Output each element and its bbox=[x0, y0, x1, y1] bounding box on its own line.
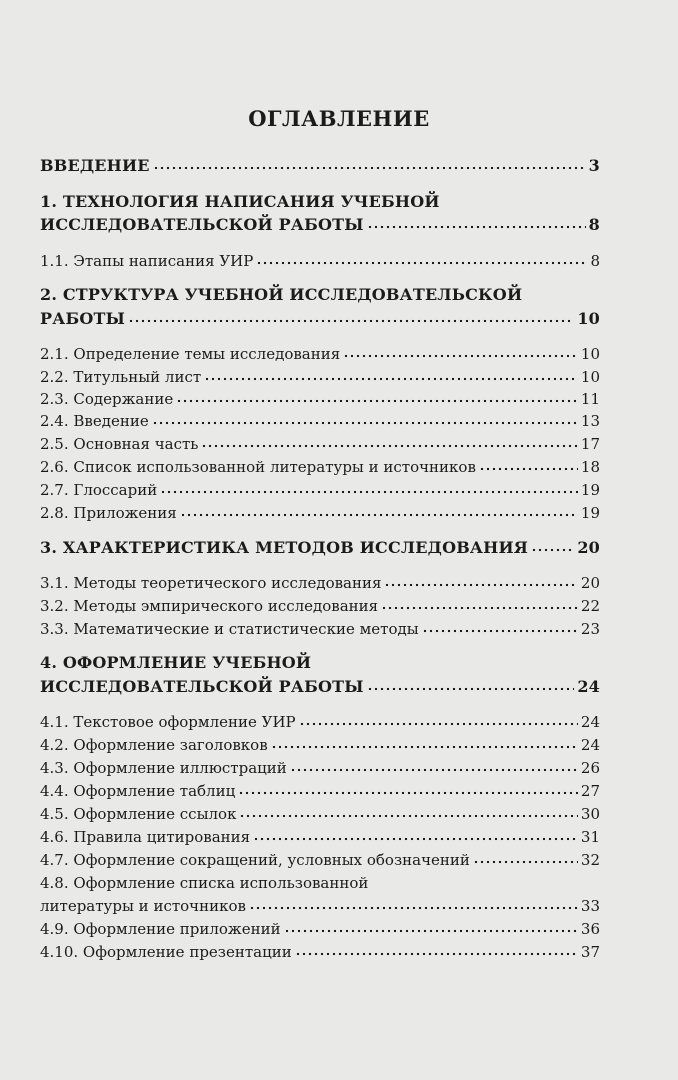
toc-page-number: 10 bbox=[577, 309, 600, 328]
dot-leader bbox=[290, 768, 578, 772]
toc-entry-4-1 bbox=[40, 713, 600, 731]
toc-entry-label: ВВЕДЕНИЕ bbox=[40, 156, 150, 175]
toc-entry-label: 4.4. Оформление таблиц bbox=[40, 782, 236, 800]
dot-leader bbox=[204, 377, 578, 381]
toc-entry-3-1 bbox=[40, 574, 600, 592]
toc-entry-label: РАБОТЫ bbox=[40, 309, 126, 328]
toc-entry-label: ИССЛЕДОВАТЕЛЬСКОЙ РАБОТЫ bbox=[40, 215, 364, 234]
toc-entry-4-8 bbox=[40, 897, 600, 915]
toc-entry-label: 4.2. Оформление заголовков bbox=[40, 736, 268, 754]
toc-entry-2-7 bbox=[40, 481, 600, 499]
toc-page-number: 24 bbox=[580, 736, 600, 754]
toc-entry-4-7 bbox=[40, 851, 600, 869]
dot-leader bbox=[201, 444, 577, 448]
toc-entry-label: 2.6. Список использованной литературы и источников bbox=[40, 458, 476, 476]
toc-entry-4-3 bbox=[40, 759, 600, 777]
toc-entry-3-3 bbox=[40, 620, 600, 638]
toc-entry-2-6 bbox=[40, 458, 600, 476]
toc-entry-label: 2.7. Глоссарий bbox=[40, 481, 158, 499]
toc-entry-label: 4.10. Оформление презентации bbox=[40, 943, 292, 961]
toc-entry-1-1 bbox=[40, 252, 600, 270]
toc-entry-intro bbox=[40, 156, 600, 175]
toc-entry-4-10 bbox=[40, 943, 600, 961]
toc-page-number: 8 bbox=[588, 215, 600, 234]
toc-entry-label: литературы и источников bbox=[40, 897, 246, 915]
toc-page-number: 37 bbox=[580, 943, 600, 961]
dot-leader bbox=[176, 399, 578, 403]
toc-entry-label: 4.5. Оформление ссылок bbox=[40, 805, 237, 823]
dot-leader bbox=[299, 722, 578, 726]
dot-leader bbox=[180, 513, 578, 517]
toc-entry-2-1 bbox=[40, 345, 600, 363]
toc-entry-2-4 bbox=[40, 412, 600, 430]
toc-entry-label: 2.2. Титульный лист bbox=[40, 368, 202, 386]
toc-page-number: 13 bbox=[580, 412, 600, 430]
toc-section-1-title: 1. ТЕХНОЛОГИЯ НАПИСАНИЯ УЧЕБНОЙ bbox=[40, 192, 440, 211]
toc-page-number: 17 bbox=[580, 435, 600, 453]
toc-entry-label: ИССЛЕДОВАТЕЛЬСКОЙ РАБОТЫ bbox=[40, 677, 364, 696]
toc-page-number: 36 bbox=[580, 920, 600, 938]
dot-leader bbox=[479, 467, 578, 471]
toc-entry-label: 2.3. Содержание bbox=[40, 390, 174, 408]
toc-page-number: 20 bbox=[580, 574, 600, 592]
dot-leader bbox=[153, 166, 586, 170]
toc-entry-2-5 bbox=[40, 435, 600, 453]
toc-page-number: 19 bbox=[580, 481, 600, 499]
toc-page-number: 20 bbox=[577, 538, 600, 557]
toc-entry-label: 4.7. Оформление сокращений, условных обозначений bbox=[40, 851, 470, 869]
toc-entry-label: 4.6. Правила цитирования bbox=[40, 828, 251, 846]
toc-entry-label: 3.2. Методы эмпирического исследования bbox=[40, 597, 379, 615]
toc-entry-4-6 bbox=[40, 828, 600, 846]
toc-entry-4-5 bbox=[40, 805, 600, 823]
dot-leader bbox=[253, 837, 578, 841]
toc-page-number: 30 bbox=[580, 805, 600, 823]
toc-entry-label: 3. ХАРАКТЕРИСТИКА МЕТОДОВ ИССЛЕДОВАНИЯ bbox=[40, 538, 529, 557]
toc-entry-4-2 bbox=[40, 736, 600, 754]
toc-page-number: 10 bbox=[580, 368, 600, 386]
toc-page-number: 33 bbox=[580, 897, 600, 915]
dot-leader bbox=[239, 814, 577, 818]
dot-leader bbox=[256, 261, 587, 265]
toc-page-number: 24 bbox=[580, 713, 600, 731]
toc-section-4-title: 4. ОФОРМЛЕНИЕ УЧЕБНОЙ bbox=[40, 653, 312, 672]
toc-page-number: 10 bbox=[580, 345, 600, 363]
toc-section-3 bbox=[40, 538, 600, 557]
toc-entry-label: 4.1. Текстовое оформление УИР bbox=[40, 713, 296, 731]
toc-entry-label: 4.9. Оформление приложений bbox=[40, 920, 281, 938]
toc-entry-label: 3.1. Методы теоретического исследования bbox=[40, 574, 382, 592]
toc-entry-3-2 bbox=[40, 597, 600, 615]
dot-leader bbox=[367, 225, 586, 229]
dot-leader bbox=[152, 421, 578, 425]
dot-leader bbox=[160, 490, 578, 494]
toc-entry-label: 4.3. Оформление иллюстраций bbox=[40, 759, 287, 777]
toc-page-number: 26 bbox=[580, 759, 600, 777]
toc-entry-label: 2.1. Определение темы исследования bbox=[40, 345, 341, 363]
toc-section-4 bbox=[40, 677, 600, 696]
dot-leader bbox=[473, 860, 578, 864]
toc-entry-label: 1.1. Этапы написания УИР bbox=[40, 252, 254, 270]
toc-page-number: 18 bbox=[580, 458, 600, 476]
toc-entry-2-3 bbox=[40, 390, 600, 408]
page-title: ОГЛАВЛЕНИЕ bbox=[248, 106, 430, 131]
toc-page-number: 24 bbox=[577, 677, 600, 696]
toc-page-number: 11 bbox=[580, 390, 600, 408]
toc-page-number: 3 bbox=[588, 156, 600, 175]
toc-page-number: 32 bbox=[580, 851, 600, 869]
dot-leader bbox=[381, 606, 578, 610]
toc-section-2-title: 2. СТРУКТУРА УЧЕБНОЙ ИССЛЕДОВАТЕЛЬСКОЙ bbox=[40, 285, 523, 304]
dot-leader bbox=[128, 319, 574, 323]
toc-section-2 bbox=[40, 309, 600, 328]
toc-entry-label: 2.5. Основная часть bbox=[40, 435, 199, 453]
toc-page-number: 8 bbox=[590, 252, 600, 270]
dot-leader bbox=[249, 906, 578, 910]
toc-entry-4-4 bbox=[40, 782, 600, 800]
toc-page-number: 22 bbox=[580, 597, 600, 615]
toc-entry-4-8-title: 4.8. Оформление списка использованной bbox=[40, 874, 369, 892]
dot-leader bbox=[531, 548, 574, 552]
toc-entry-4-9 bbox=[40, 920, 600, 938]
toc-page-number: 31 bbox=[580, 828, 600, 846]
toc-section-1 bbox=[40, 215, 600, 234]
toc-page-number: 19 bbox=[580, 504, 600, 522]
toc-entry-label: 2.8. Приложения bbox=[40, 504, 177, 522]
dot-leader bbox=[343, 354, 578, 358]
dot-leader bbox=[271, 745, 578, 749]
dot-leader bbox=[422, 629, 578, 633]
dot-leader bbox=[295, 952, 578, 956]
toc-page-number: 23 bbox=[580, 620, 600, 638]
dot-leader bbox=[284, 929, 578, 933]
toc-entry-2-8 bbox=[40, 504, 600, 522]
toc-entry-2-2 bbox=[40, 368, 600, 386]
dot-leader bbox=[238, 791, 578, 795]
dot-leader bbox=[367, 687, 575, 691]
toc-page-number: 27 bbox=[580, 782, 600, 800]
dot-leader bbox=[384, 583, 577, 587]
toc-entry-label: 2.4. Введение bbox=[40, 412, 149, 430]
toc-entry-label: 3.3. Математические и статистические методы bbox=[40, 620, 419, 638]
